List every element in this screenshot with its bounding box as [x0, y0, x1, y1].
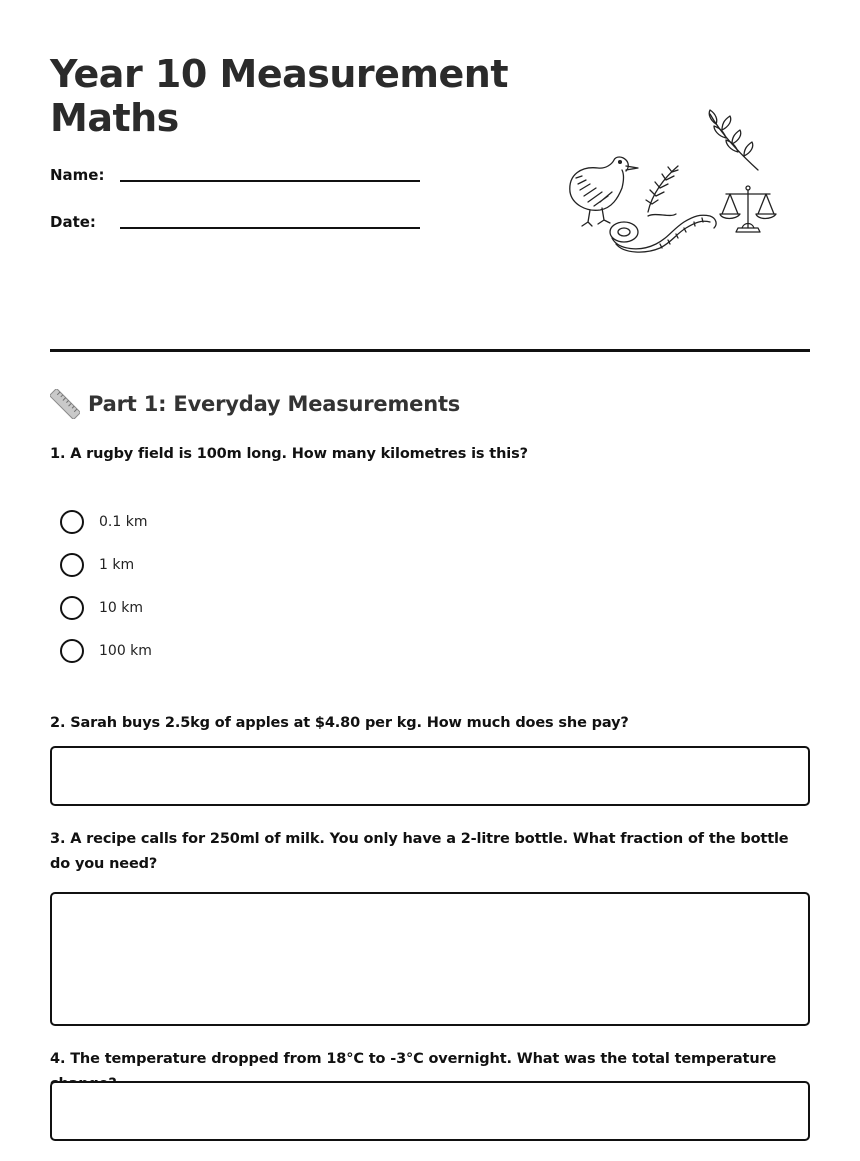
question-1-option-c[interactable]	[60, 595, 143, 621]
date-field[interactable]	[120, 227, 420, 229]
header-illustration	[560, 104, 784, 254]
question-3-text: 3. A recipe calls for 250ml of milk. You only have a 2-litre bottle. What fraction of the bottle do you need?	[50, 831, 789, 872]
name-field-row	[50, 166, 420, 192]
radio-button[interactable]	[60, 639, 84, 663]
measuring-tape-icon	[610, 215, 716, 252]
section-divider	[50, 349, 810, 352]
option-label: 1 km	[99, 557, 135, 573]
question-3-answer-box[interactable]	[50, 892, 810, 1026]
question-2-answer-box[interactable]	[50, 746, 810, 806]
balance-scale-icon	[720, 186, 776, 232]
question-1-text: 1. A rugby field is 100m long. How many kilometres is this?	[50, 446, 528, 462]
date-label: Date:	[50, 213, 96, 231]
option-label: 100 km	[99, 643, 152, 659]
question-4-answer-box[interactable]	[50, 1081, 810, 1141]
section-title: Part 1: Everyday Measurements	[88, 392, 461, 416]
question-1-option-b[interactable]	[60, 552, 134, 578]
radio-button[interactable]	[60, 596, 84, 620]
section-heading	[50, 388, 460, 420]
name-label: Name:	[50, 166, 105, 184]
radio-button[interactable]	[60, 510, 84, 534]
page-title: Year 10 Measurement Maths	[50, 52, 509, 140]
question-4-text: 4. The temperature dropped from 18°C to -3°C overnight. What was the total temperature	[50, 1051, 777, 1067]
question-1-option-a[interactable]	[60, 509, 147, 535]
question-1-option-d[interactable]	[60, 638, 152, 664]
radio-button[interactable]	[60, 553, 84, 577]
fern-icon	[646, 166, 678, 216]
ruler-icon	[50, 389, 80, 419]
option-label: 0.1 km	[99, 514, 148, 530]
name-field[interactable]	[120, 180, 420, 182]
kiwi-bird-icon	[570, 157, 638, 226]
date-field-row	[50, 213, 420, 239]
question-2-text: 2. Sarah buys 2.5kg of apples at $4.80 per kg. How much does she pay?	[50, 715, 629, 731]
leaf-icon	[709, 110, 758, 170]
option-label: 10 km	[99, 600, 144, 616]
